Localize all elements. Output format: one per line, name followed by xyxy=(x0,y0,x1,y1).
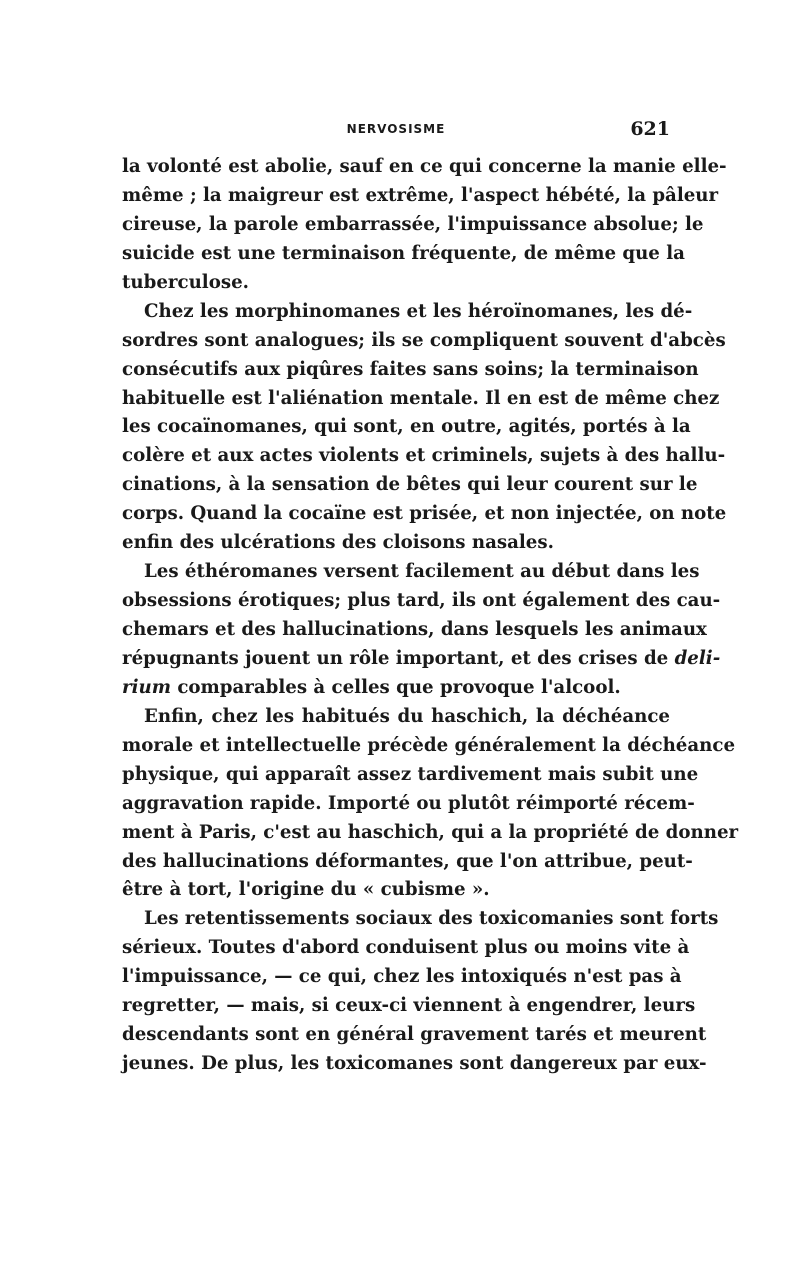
text-line: Les éthéromanes versent facilement au début dans les xyxy=(144,561,700,583)
text-line: obsessions érotiques; plus tard, ils ont également des cau- xyxy=(122,590,721,612)
text-line: Les retentissements sociaux des toxicomanies sont forts xyxy=(144,908,719,930)
text-line: même ; la maigreur est extrême, l'aspect hébété, la pâleur xyxy=(122,184,719,206)
text-line: ment à Paris, c'est au haschich, qui a la propriété de donner xyxy=(122,821,739,843)
text-line: les cocaïnomanes, qui sont, en outre, agités, portés à la xyxy=(122,416,691,438)
text-line: cireuse, la parole embarrassée, l'impuissance absolue; le xyxy=(122,213,704,235)
page-number: 621 xyxy=(630,118,670,140)
text-line: corps. Quand la cocaïne est prisée, et non injectée, on note xyxy=(122,503,727,525)
text-line: des hallucinations déformantes, que l'on attribue, peut- xyxy=(122,850,693,872)
running-title: NERVOSISME xyxy=(346,122,446,136)
text-line: morale et intellectuelle précède généralement la déchéance xyxy=(122,734,736,756)
text-line: physique, qui apparaît assez tardivement mais subit une xyxy=(122,763,699,785)
text-line: habituelle est l'aliénation mentale. Il en est de même chez xyxy=(122,387,720,409)
text-line: sordres sont analogues; ils se compliquent souvent d'abcès xyxy=(122,329,726,351)
text-line: jeunes. De plus, les toxicomanes sont dangereux par eux- xyxy=(122,1053,707,1075)
text-line: consécutifs aux piqûres faites sans soins; la terminaison xyxy=(122,358,699,380)
text-line: aggravation rapide. Importé ou plutôt réimporté récem- xyxy=(122,792,695,814)
text-line: être à tort, l'origine du « cubisme ». xyxy=(122,879,490,901)
text-line: enfin des ulcérations des cloisons nasales. xyxy=(122,532,554,554)
text-segment: répugnants jouent un rôle important, et des crises de xyxy=(122,647,669,669)
running-head xyxy=(122,118,670,140)
text-line: colère et aux actes violents et criminels, sujets à des hallu- xyxy=(122,445,726,467)
italic-term: rium xyxy=(122,676,171,698)
text-segment: comparables à celles que provoque l'alcool. xyxy=(177,676,621,698)
body-text xyxy=(122,153,739,1079)
text-line: la volonté est abolie, sauf en ce qui concerne la manie elle- xyxy=(122,156,727,177)
text-line: cinations, à la sensation de bêtes qui leur courent sur le xyxy=(122,474,698,496)
text-line: sérieux. Toutes d'abord conduisent plus ou moins vite à xyxy=(122,937,690,959)
text-line: regretter, — mais, si ceux-ci viennent à engendrer, leurs xyxy=(122,995,696,1017)
text-line-with-italic xyxy=(122,645,721,674)
text-line: descendants sont en général gravement tarés et meurent xyxy=(122,1024,707,1046)
text-line-with-italic xyxy=(122,674,670,703)
text-line: tuberculose. xyxy=(122,271,249,293)
text-line: l'impuissance, — ce qui, chez les intoxiqués n'est pas à xyxy=(122,966,682,988)
text-line: chemars et des hallucinations, dans lesquels les animaux xyxy=(122,619,707,640)
text-line: Chez les morphinomanes et les héroïnomanes, les dé- xyxy=(144,300,693,322)
italic-term: deli- xyxy=(674,647,721,669)
text-line: suicide est une terminaison fréquente, de même que la xyxy=(122,242,685,264)
text-line: Enfin, chez les habitués du haschich, la déchéance xyxy=(144,705,670,727)
